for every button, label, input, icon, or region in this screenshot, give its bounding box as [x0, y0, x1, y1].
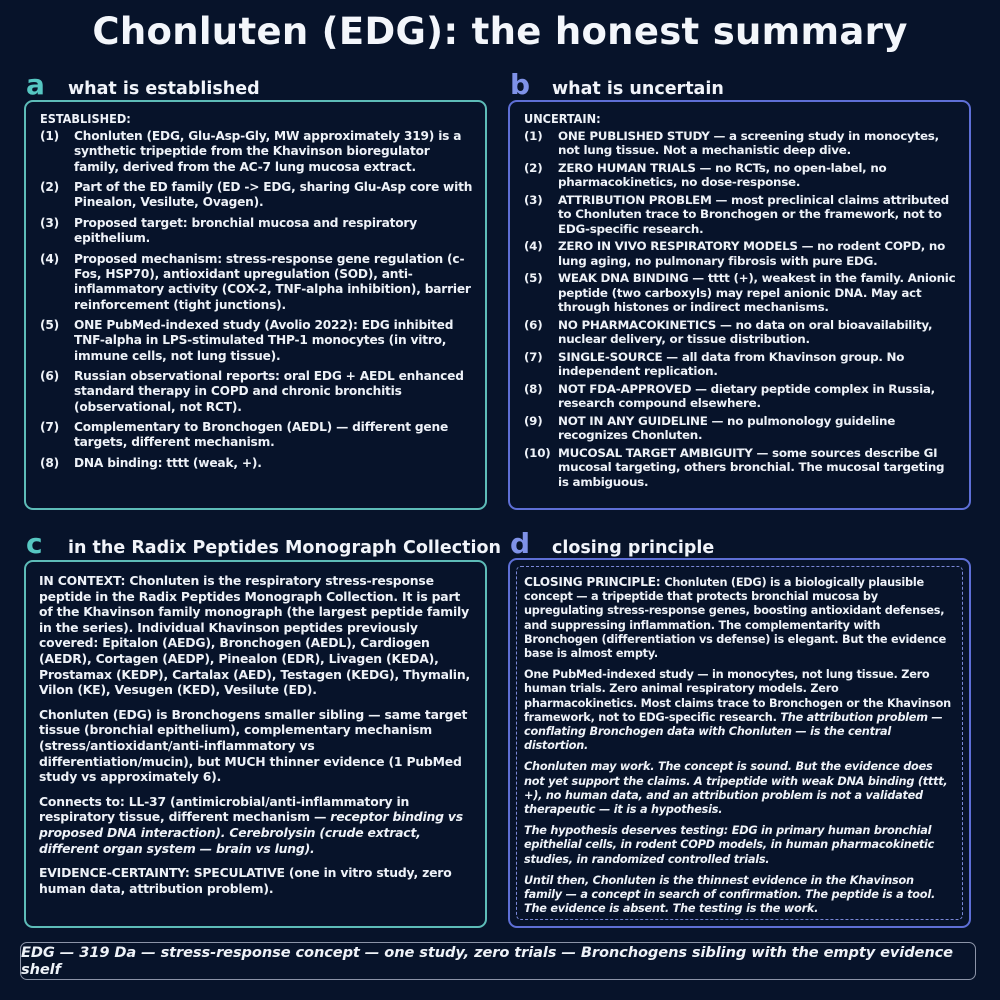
- closing-text: [524, 575, 955, 916]
- context-paragraph-2: Chonluten (EDG) is Bronchogens smaller sibling — same target tissue (bronchial epithelium), complementary mechanism (stress/antioxidant/anti-inflammatory vs differentiation/mucin), but MUCH thinner evidence (1 PubMed study vs approximately 6).: [39, 706, 468, 785]
- established-list-title: ESTABLISHED:: [40, 111, 131, 126]
- established-item-number: (2): [40, 180, 60, 195]
- established-item: [40, 318, 473, 364]
- closing-panel: [508, 558, 971, 928]
- established-item-text: Russian observational reports: oral EDG + AEDL enhanced standard therapy in COPD and chronic bronchitis (observational, not RCT).: [74, 369, 464, 414]
- closing-paragraph-1-body: Chonluten (EDG) is a biologically plausible concept — a tripeptide that protects bronchial mucosa by upregulating stress-response genes, boosting antioxidant defenses, and suppressing inflammation. The complementarity with Bronchogen (differentiation vs defense) is elegant. But the evidence base is almost empty.: [524, 576, 947, 661]
- uncertain-item-text: ZERO HUMAN TRIALS — no RCTs, no open-label, no pharmacokinetics, no dose-response.: [558, 161, 887, 190]
- established-item-number: (5): [40, 318, 60, 333]
- uncertain-item: [524, 161, 957, 190]
- uncertain-item: [524, 350, 957, 379]
- context-paragraph-3-plain: Connects to: LL-37 (antimicrobial/anti-inflammatory in respiratory tissue, different mechanism —: [39, 793, 410, 825]
- established-item-text: Proposed target: bronchial mucosa and respiratory epithelium.: [74, 215, 417, 246]
- panel-d-letter: d: [510, 527, 531, 560]
- panel-c-header: [26, 527, 501, 560]
- evidence-certainty: EVIDENCE-CERTAINTY: SPECULATIVE (one in vitro study, zero human data, attribution problem).: [39, 865, 452, 896]
- established-item-text: ONE PubMed-indexed study (Avolio 2022): EDG inhibited TNF-alpha in LPS-stimulated THP-1 monocytes (in vitro, immune cells, not lung tissue).: [74, 318, 454, 363]
- established-item: [40, 456, 473, 471]
- uncertain-item: [524, 193, 957, 236]
- uncertain-item-text: SINGLE-SOURCE — all data from Khavinson group. No independent replication.: [558, 349, 905, 379]
- uncertain-item-text: ZERO IN VIVO RESPIRATORY MODELS — no rodent COPD, no lung aging, no pulmonary fibrosis with pure EDG.: [558, 239, 946, 268]
- uncertain-item: [524, 382, 957, 411]
- uncertain-item: [524, 129, 957, 158]
- uncertain-item-number: (9): [524, 413, 543, 428]
- uncertain-item-number: (3): [524, 193, 543, 207]
- established-item-number: (6): [40, 369, 60, 384]
- uncertain-item-number: (6): [524, 317, 543, 332]
- established-item-number: (4): [40, 251, 60, 266]
- established-item-number: (1): [40, 129, 60, 143]
- closing-paragraph-3: Chonluten may work. The concept is sound. But the evidence does not yet support the claims. A tripeptide with weak DNA binding (tttt, +), no human data, and an attribution problem is not a validated therapeutic — it is a hypothesis.: [524, 760, 948, 817]
- established-item-number: (7): [40, 420, 60, 435]
- uncertain-panel: [508, 100, 971, 510]
- uncertain-item-number: (7): [524, 349, 543, 364]
- context-paragraph-3-italic: receptor binding vs proposed DNA interaction). Cerebrolysin (crude extract, different organ system — brain vs lung).: [39, 809, 463, 856]
- closing-paragraph-4: The hypothesis deserves testing: EDG in primary human bronchial epithelial cells, in rodent COPD models, in human pharmacokinetic studies, in randomized controlled trials.: [524, 824, 935, 866]
- uncertain-item: [524, 414, 957, 443]
- uncertain-item-number: (10): [524, 445, 551, 460]
- panel-d-header: [510, 527, 714, 560]
- closing-paragraph-5: Until then, Chonluten is the thinnest evidence in the Khavinson family — a concept in search of confirmation. The peptide is a tool. The evidence is absent. The testing is the work.: [524, 873, 935, 916]
- uncertain-list-title: UNCERTAIN:: [524, 111, 601, 126]
- uncertain-item-text: WEAK DNA BINDING — tttt (+), weakest in the family. Anionic peptide (two carboxyls) may repel anionic DNA. May act through histones or indirect mechanisms.: [558, 271, 956, 315]
- established-item: [40, 129, 473, 175]
- uncertain-item-text: NOT IN ANY GUIDELINE — no pulmonology guideline recognizes Chonluten.: [558, 413, 896, 443]
- closing-paragraph-2: [524, 668, 955, 753]
- established-item-number: (8): [40, 455, 60, 470]
- established-item-text: Chonluten (EDG, Glu-Asp-Gly, MW approximately 319) is a synthetic tripeptide from the Khavinson bioregulator family, derived from the AC-7 lung mucosa extract.: [74, 129, 462, 174]
- uncertain-item-number: (5): [524, 271, 543, 286]
- uncertain-list: [524, 129, 957, 489]
- established-item-text: DNA binding: tttt (weak, +).: [74, 455, 262, 470]
- established-item: [40, 252, 473, 313]
- panel-d-heading: closing principle: [552, 538, 715, 558]
- uncertain-item-text: MUCOSAL TARGET AMBIGUITY — some sources describe GI mucosal targeting, others bronchial. The mucosal targeting is ambiguous.: [558, 445, 945, 489]
- uncertain-item: [524, 446, 957, 489]
- panel-a-letter: a: [26, 68, 45, 101]
- established-item: [40, 180, 473, 211]
- panel-a-heading: what is established: [68, 79, 260, 99]
- established-list: [40, 129, 473, 471]
- panel-c-letter: c: [26, 527, 43, 560]
- uncertain-item: [524, 271, 957, 314]
- established-item-text: Proposed mechanism: stress-response gene regulation (c-Fos, HSP70), antioxidant upregulation (SOD), anti-inflammatory activity (COX-2, TNF-alpha inhibition), barrier reinforcement (tight junctions).: [74, 251, 471, 312]
- uncertain-item: [524, 239, 957, 268]
- uncertain-item-text: ATTRIBUTION PROBLEM — most preclinical claims attributed to Chonluten trace to Bronchogen or the framework, not to EDG-specific research.: [558, 193, 949, 236]
- established-panel: [24, 100, 487, 510]
- page-title: Chonluten (EDG): the honest summary: [92, 10, 908, 53]
- established-item: [40, 216, 473, 247]
- panel-b-heading: what is uncertain: [552, 79, 724, 99]
- established-item: [40, 369, 473, 415]
- uncertain-item-number: (8): [524, 381, 543, 396]
- closing-paragraph-1: [524, 575, 955, 661]
- established-item-number: (3): [40, 215, 60, 230]
- uncertain-item: [524, 318, 957, 347]
- context-paragraph-1: IN CONTEXT: Chonluten is the respiratory stress-response peptide in the Radix Peptides Monograph Collection. It is part of the Khavinson family monograph (the largest peptide family in the series). Individual Khavinson peptides previously covered: Epitalon (AEDG), Bronchogen (AEDL), Cardiogen (AEDR), Cortagen (AEDP), Pinealon (EDR), Livagen (KEDA), Prostamax (KEDP), Cartalax (AED), Testagen (KEDG), Thymalin, Vilon (KE), Vesugen (KED), Vesilute (ED).: [39, 573, 470, 698]
- panel-a-header: [26, 68, 260, 101]
- established-item-text: Part of the ED family (ED -> EDG, sharing Glu-Asp core with Pinealon, Vesilute, Ovagen).: [74, 180, 473, 210]
- footer-banner: EDG — 319 Da — stress-response concept — one study, zero trials — Bronchogens sibling with the empty evidence shelf: [20, 942, 976, 980]
- closing-paragraph-2-italic: The attribution problem — conflating Bronchogen data with Chonluten — is the central distortion.: [524, 710, 943, 753]
- closing-paragraph-2-plain: One PubMed-indexed study — in monocytes, not lung tissue. Zero human trials. Zero animal respiratory models. Zero pharmacokinetics. Most claims trace to Bronchogen or the Khavinson framework, not to EDG-specific research.: [524, 668, 951, 724]
- uncertain-item-text: NOT FDA-APPROVED — dietary peptide complex in Russia, research compound elsewhere.: [558, 381, 935, 411]
- closing-lead: CLOSING PRINCIPLE:: [524, 575, 665, 589]
- uncertain-item-number: (4): [524, 239, 543, 254]
- uncertain-item-number: (2): [524, 161, 543, 175]
- panel-b-letter: b: [510, 68, 531, 101]
- context-panel: [24, 560, 487, 928]
- established-item-text: Complementary to Bronchogen (AEDL) — different gene targets, different mechanism.: [74, 420, 449, 450]
- uncertain-item-text: ONE PUBLISHED STUDY — a screening study in monocytes, not lung tissue. Not a mechanistic deep dive.: [558, 129, 939, 158]
- established-item: [40, 420, 473, 451]
- context-paragraph-3: [39, 794, 471, 856]
- panel-b-header: [510, 68, 724, 101]
- panel-c-heading: in the Radix Peptides Monograph Collection: [68, 538, 501, 558]
- uncertain-item-number: (1): [524, 129, 543, 143]
- uncertain-item-text: NO PHARMACOKINETICS — no data on oral bioavailability, nuclear delivery, or tissue distribution.: [558, 317, 933, 347]
